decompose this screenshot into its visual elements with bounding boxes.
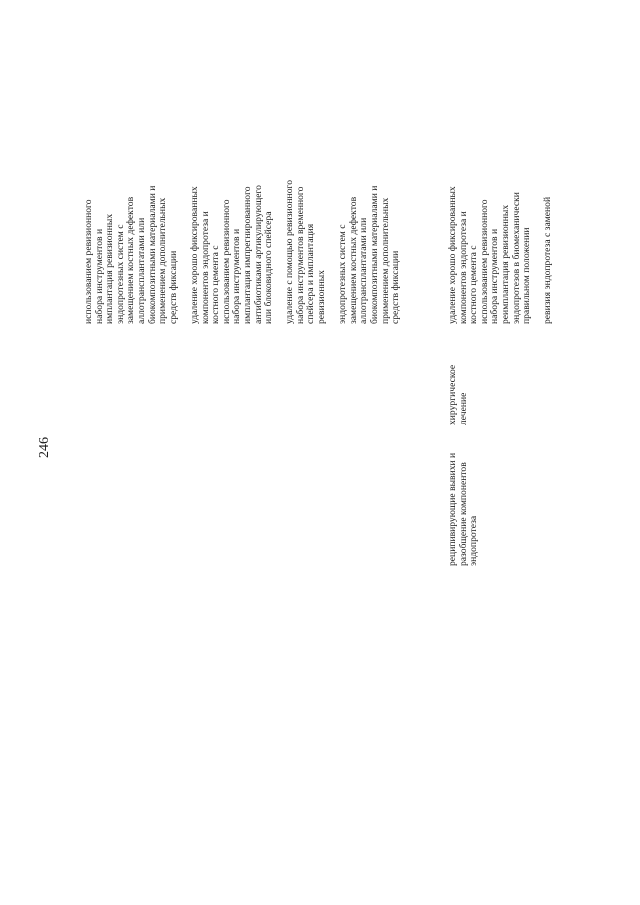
- method-line: использованием ревизионного: [478, 199, 490, 324]
- method-line: использованием ревизионного: [220, 199, 232, 324]
- condition-line: разобщение компонентов: [457, 462, 469, 566]
- method-line: аллотрансплантатами или: [358, 217, 370, 324]
- method-line: замещением костных дефектов: [125, 196, 137, 324]
- method-line: или блоковидного спейсера: [263, 211, 275, 324]
- method-line: средств фиксации: [390, 250, 402, 324]
- method-line: набора инструментов и: [93, 228, 105, 324]
- table-cell-method-top: [84, 180, 402, 324]
- method-line: спейсера и имплантация: [305, 223, 317, 324]
- method-line: средств фиксации: [167, 250, 179, 324]
- condition-line: реципивирующие вывихи и: [447, 452, 458, 566]
- method-line: набора инструментов и: [489, 228, 501, 324]
- method-line: удаление хорошо фиксированных: [188, 186, 200, 324]
- table-cell-condition: [448, 453, 480, 566]
- method-line: антибиотиками артикулирующего: [252, 185, 264, 324]
- method-line: применением дополнительных: [157, 197, 169, 324]
- method-line: набора инструментов и: [231, 228, 243, 324]
- table-cell-method-bottom: [448, 186, 554, 324]
- method-line: эндопротезных систем с: [114, 224, 126, 324]
- method-line: ревизия эндопротеза с заменой: [542, 196, 554, 324]
- method-line: удаление с помощью ревизионного: [284, 180, 296, 324]
- method-line: набора инструментов временного: [294, 186, 306, 324]
- page-number: [38, 437, 52, 458]
- method-line: ревизионных: [316, 270, 328, 324]
- method-line: аллотрансплантатами или: [135, 217, 147, 324]
- method-line: костного цемента с: [210, 245, 222, 324]
- method-line: биокомпозитными материалами и: [146, 185, 158, 324]
- method-line: костного цемента с: [468, 245, 480, 324]
- method-line: реимплантация ревизионных: [499, 204, 511, 324]
- treatment-type-line: лечение: [457, 392, 469, 425]
- method-line: имплантация ревизионных: [104, 213, 116, 324]
- method-line: правильном положении: [521, 227, 533, 324]
- method-line: биокомпозитными материалами и: [369, 185, 381, 324]
- method-line: применением дополнительных: [379, 197, 391, 324]
- condition-line: эндопротеза: [468, 515, 480, 566]
- treatment-type-line: хирургическое: [447, 364, 458, 425]
- method-line: компонентов эндопротеза и: [199, 211, 211, 324]
- method-line: имплантация импрегнированного: [241, 186, 253, 324]
- page-number-text: 246: [37, 437, 52, 458]
- method-line: эндопротезов в биомеханически: [510, 192, 522, 324]
- method-line: компонентов эндопротеза и: [457, 211, 469, 324]
- method-line: эндопротезных систем с: [337, 224, 349, 324]
- table-cell-treatment-type: [448, 365, 469, 425]
- method-line: замещением костных дефектов: [347, 196, 359, 324]
- method-line: удаление хорошо фиксированных: [447, 186, 458, 324]
- method-line: использованием ревизионного: [83, 199, 94, 324]
